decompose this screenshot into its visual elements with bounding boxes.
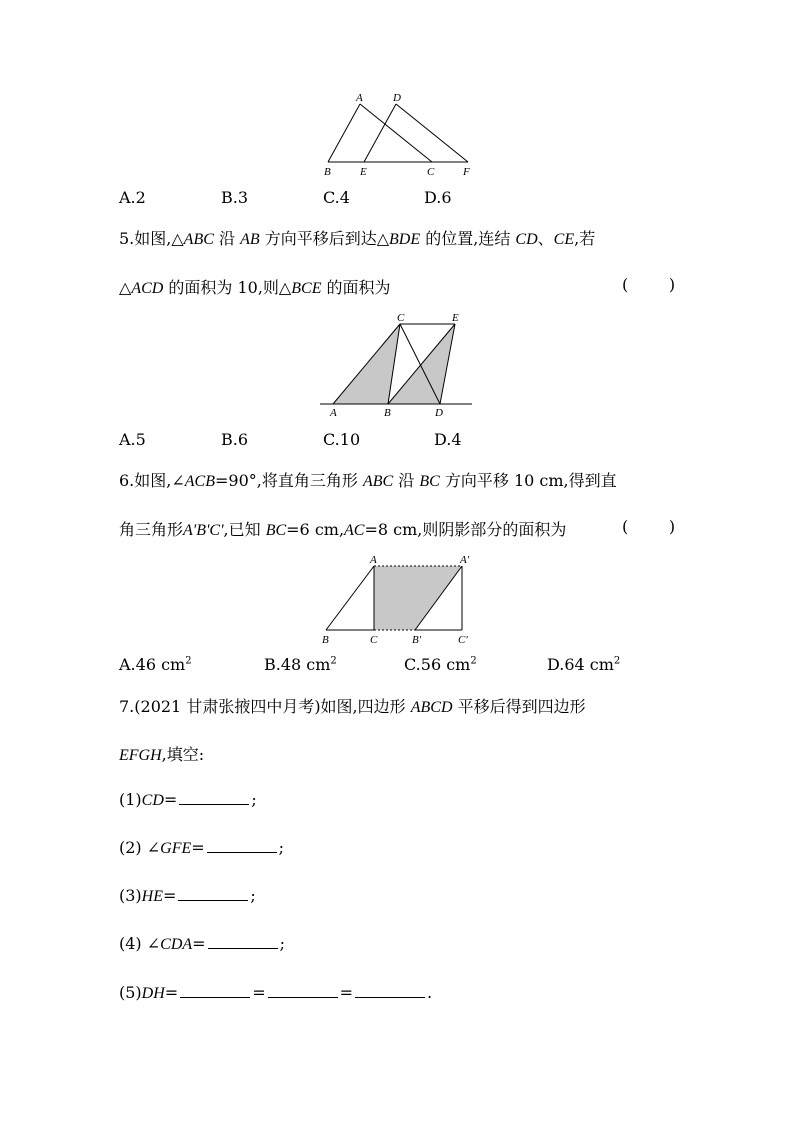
q7-item-4: (4) ∠CDA= ; [119,934,285,953]
label-d: D [393,92,401,104]
label-a: A [370,554,377,566]
q5-option-a: A.5 [119,430,146,449]
q5-option-b: B.6 [221,430,249,449]
answer-blank[interactable] [180,983,250,998]
label-a: A [330,407,337,419]
label-c: C [427,166,435,178]
q6-answer-paren: ( ) [622,517,676,536]
q6-option-c: C.56 $cm^2$ [404,655,477,674]
q6-line-1: 6.如图,∠ACB=90°,将直角三角形 ABC 沿 BC 方向平移 10 cm,得到直 [119,471,617,490]
q5-answer-paren: ( ) [622,275,676,294]
answer-blank[interactable] [178,886,248,901]
q4-option-b: B.3 [221,188,249,207]
figure-q4 [320,90,480,180]
q7-item-5: (5)DH= = = . [119,983,433,1002]
label-a: A [356,92,363,104]
label-d: D [435,407,443,419]
label-c: C [370,634,378,646]
q4-option-c: C.4 [323,188,350,207]
q5-option-d: D.4 [434,430,462,449]
label-e: E [360,166,367,178]
label-b: B [322,634,329,646]
q4-option-a: A.2 [119,188,146,207]
answer-blank[interactable] [207,838,277,853]
label-b-prime: B′ [412,634,422,646]
q6-line-2: 角三角形A'B'C',已知 BC=6 cm,AC=8 cm,则阴影部分的面积为 [119,520,567,539]
q5-option-c: C.10 [323,430,361,449]
q6-option-d: D.64 $cm^2$ [547,655,621,674]
label-f: F [463,166,470,178]
label-a-prime: A′ [460,554,470,566]
answer-blank[interactable] [355,983,425,998]
q5-line-2: △ACD 的面积为 10,则△BCE 的面积为 [119,278,391,297]
q7-item-2: (2) ∠GFE= ; [119,838,285,857]
segment-ab [328,104,360,162]
segment-df [396,104,468,162]
answer-blank[interactable] [208,934,278,949]
q4-option-d: D.6 [424,188,452,207]
q5-line-1: 5.如图,△ABC 沿 AB 方向平移后到达△BDE 的位置,连结 CD、CE,若 [119,229,596,248]
q7-item-3: (3)HE= ; [119,886,256,905]
answer-blank[interactable] [179,790,249,805]
q6-option-a: A.46 $cm^2$ [119,655,192,674]
figure-q5 [318,310,476,422]
label-c: C [397,312,405,324]
segment-de [364,104,396,162]
figure-q6 [318,552,478,648]
label-b: B [324,166,331,178]
label-b: B [384,407,391,419]
q7-line-1: 7.(2021 甘肃张掖四中月考)如图,四边形 ABCD 平移后得到四边形 [119,697,586,716]
q7-line-2: EFGH,填空: [119,745,205,764]
q7-item-1: (1)CD= ; [119,790,257,809]
label-e: E [452,312,459,324]
q6-option-b: B.48 $cm^2$ [264,655,337,674]
segment-ab [326,566,374,630]
label-c-prime: C′ [458,634,468,646]
segment-ac [360,104,432,162]
answer-blank[interactable] [268,983,338,998]
